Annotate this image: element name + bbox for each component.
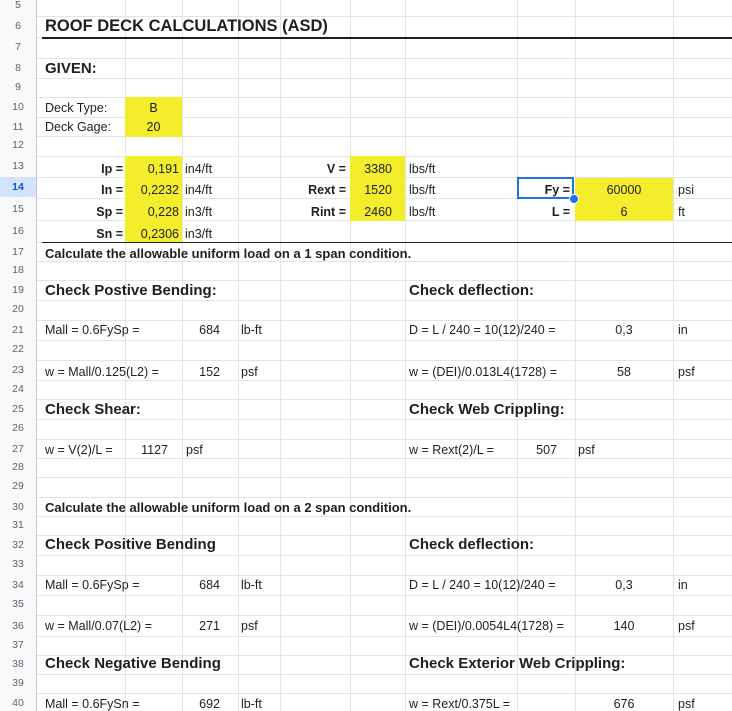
span2-heading: Calculate the allowable uniform load on a 2 span condition.	[45, 500, 412, 515]
s2-d-unit: in	[678, 578, 688, 592]
row-number[interactable]: 22	[12, 343, 24, 355]
span-label: L =	[551, 205, 570, 219]
row-number[interactable]: 36	[12, 620, 24, 632]
row-number[interactable]: 19	[12, 284, 24, 296]
row-gridline	[37, 419, 732, 420]
row-gridline	[37, 340, 732, 341]
row-number[interactable]: 14	[0, 177, 36, 197]
load-value[interactable]: 2460	[364, 205, 392, 219]
row-number[interactable]: 15	[12, 203, 24, 215]
s2-extweb-label: w = Rext/0.375L =	[409, 697, 510, 711]
s1-web-value[interactable]: 507	[536, 443, 557, 457]
s1-shear-label: w = V(2)/L =	[45, 443, 113, 457]
row-number[interactable]: 27	[12, 443, 24, 455]
s1-w-label: w = Mall/0.125(L2) =	[45, 365, 159, 379]
row-number[interactable]: 17	[12, 246, 24, 258]
row-number[interactable]: 31	[12, 519, 24, 531]
row-number[interactable]: 6	[15, 20, 21, 32]
row-number[interactable]: 32	[12, 539, 24, 551]
sheet-title: ROOF DECK CALCULATIONS (ASD)	[45, 17, 328, 35]
prop-label: Sn =	[96, 227, 123, 241]
s1-wd-value[interactable]: 58	[617, 365, 631, 379]
row-number[interactable]: 37	[12, 639, 24, 651]
s2-mall-unit: lb-ft	[241, 578, 262, 592]
row-gridline	[37, 380, 732, 381]
column-gridline	[575, 0, 576, 711]
row-gridline	[37, 615, 732, 616]
s2-d-value[interactable]: 0,3	[615, 578, 633, 592]
column-gridline	[280, 0, 281, 711]
given-heading: GIVEN:	[45, 60, 97, 77]
s1-web-crippling-heading: Check Web Crippling:	[409, 401, 565, 418]
fy-value[interactable]: 60000	[606, 183, 642, 197]
column-gridline	[182, 0, 183, 711]
s2-negative-bending-heading: Check Negative Bending	[45, 655, 221, 672]
prop-label: Sp =	[96, 205, 123, 219]
s1-w-value[interactable]: 152	[199, 365, 220, 379]
s2-negmall-unit: lb-ft	[241, 697, 262, 711]
row-number[interactable]: 21	[12, 324, 24, 336]
column-gridline	[517, 0, 518, 711]
prop-value[interactable]: 0,191	[147, 162, 179, 176]
row-gridline	[37, 78, 732, 79]
s1-deflection-heading: Check deflection:	[409, 282, 535, 299]
row-gridline	[37, 516, 732, 517]
row-number[interactable]: 9	[15, 81, 21, 93]
column-gridline	[405, 0, 406, 711]
row-gridline	[37, 58, 732, 59]
row-number[interactable]: 7	[15, 41, 21, 53]
prop-label: In =	[101, 183, 123, 197]
row-number[interactable]: 20	[12, 303, 24, 315]
load-value[interactable]: 3380	[364, 162, 392, 176]
s1-d-unit: in	[678, 323, 688, 337]
s2-extweb-unit: psf	[678, 697, 695, 711]
row-number[interactable]: 35	[12, 598, 24, 610]
row-gridline	[37, 439, 732, 440]
row-number[interactable]: 11	[12, 121, 24, 133]
deck-gage-label: Deck Gage:	[45, 120, 112, 134]
row-gridline	[37, 399, 732, 400]
s1-shear-unit: psf	[186, 443, 203, 457]
row-number[interactable]: 29	[12, 480, 24, 492]
load-unit: lbs/ft	[409, 205, 436, 219]
s2-mall-label: Mall = 0.6FySp =	[45, 578, 140, 592]
row-gridline	[37, 497, 732, 498]
row-number[interactable]: 13	[12, 160, 24, 172]
row-gridline	[37, 280, 732, 281]
s1-shear-value[interactable]: 1127	[141, 443, 168, 457]
s1-w-unit: psf	[241, 365, 258, 379]
row-number[interactable]: 28	[12, 461, 24, 473]
load-unit: lbs/ft	[409, 162, 436, 176]
row-number[interactable]: 30	[12, 501, 24, 513]
s2-negmall-value[interactable]: 692	[199, 697, 220, 711]
s1-wd-unit: psf	[678, 365, 695, 379]
s2-w-value[interactable]: 271	[199, 619, 220, 633]
row-gridline	[37, 674, 732, 675]
fy-label: Fy =	[544, 183, 570, 197]
s1-wd-label: w = (DEI)/0.013L4(1728) =	[409, 365, 557, 379]
row-number[interactable]: 25	[12, 403, 24, 415]
prop-label: Ip =	[101, 162, 123, 176]
span1-heading: Calculate the allowable uniform load on a 1 span condition.	[45, 246, 412, 261]
s2-deflection-heading: Check deflection:	[409, 536, 535, 553]
s2-ext-web-crippling-heading: Check Exterior Web Crippling:	[409, 655, 626, 672]
row-gridline	[37, 360, 732, 361]
row-gridline	[37, 636, 732, 637]
load-unit: lbs/ft	[409, 183, 436, 197]
row-gridline	[37, 595, 732, 596]
row-number[interactable]: 24	[12, 383, 24, 395]
load-label: Rext =	[308, 183, 346, 197]
fy-unit: psi	[678, 183, 694, 197]
load-value[interactable]: 1520	[364, 183, 392, 197]
s1-mall-value[interactable]: 684	[199, 323, 220, 337]
s1-shear-heading: Check Shear:	[45, 401, 141, 418]
s1-d-label: D = L / 240 = 10(12)/240 =	[409, 323, 556, 337]
row-gridline	[37, 300, 732, 301]
prop-value[interactable]: 0,2232	[140, 183, 179, 197]
s2-d-label: D = L / 240 = 10(12)/240 =	[409, 578, 556, 592]
s1-web-unit: psf	[578, 443, 595, 457]
column-gridline	[350, 0, 351, 711]
prop-value[interactable]: 0,228	[147, 205, 179, 219]
title-underline	[42, 37, 732, 39]
prop-unit: in4/ft	[185, 183, 213, 197]
s2-extweb-value[interactable]: 676	[613, 697, 635, 711]
prop-unit: in3/ft	[185, 205, 213, 219]
s2-w-unit: psf	[241, 619, 258, 633]
prop-value[interactable]: 0,2306	[140, 227, 179, 241]
row-number[interactable]: 40	[12, 697, 24, 709]
s2-w-label: w = Mall/0.07(L2) =	[45, 619, 152, 633]
load-label: V =	[326, 162, 346, 176]
row-number[interactable]: 39	[12, 677, 24, 689]
s1-mall-unit: lb-ft	[241, 323, 262, 337]
row-number[interactable]: 38	[12, 658, 24, 670]
s2-positive-bending-heading: Check Positive Bending	[45, 536, 216, 553]
span-value[interactable]: 6	[620, 205, 628, 219]
s1-positive-bending-heading: Check Postive Bending:	[45, 282, 217, 299]
s1-d-value[interactable]: 0,3	[615, 323, 633, 337]
row-number[interactable]: 26	[12, 422, 24, 434]
deck-type-label: Deck Type:	[45, 101, 108, 115]
row-number[interactable]: 18	[12, 264, 24, 276]
row-number[interactable]: 8	[15, 62, 21, 74]
s1-mall-label: Mall = 0.6FySp =	[45, 323, 140, 337]
deck-type-value[interactable]: B	[149, 101, 158, 115]
s2-wd-value[interactable]: 140	[613, 619, 635, 633]
s2-wd-unit: psf	[678, 619, 695, 633]
row-gridline	[37, 693, 732, 694]
row-number[interactable]: 33	[12, 558, 24, 570]
column-gridline	[238, 0, 239, 711]
row-number[interactable]: 10	[12, 101, 24, 113]
row-number[interactable]: 23	[12, 364, 24, 376]
s2-wd-label: w = (DEI)/0.0054L4(1728) =	[409, 619, 564, 633]
prop-unit: in3/ft	[185, 227, 213, 241]
row-gridline	[37, 477, 732, 478]
s2-mall-value[interactable]: 684	[199, 578, 220, 592]
row-number[interactable]: 34	[12, 579, 24, 591]
prop-unit: in4/ft	[185, 162, 213, 176]
row-gridline	[37, 261, 732, 262]
given-bottom-border	[42, 242, 732, 243]
deck-gage-value[interactable]: 20	[146, 120, 161, 134]
s1-web-label: w = Rext(2)/L =	[409, 443, 494, 457]
row-number[interactable]: 5	[15, 0, 21, 11]
row-gridline	[37, 320, 732, 321]
row-number[interactable]: 12	[12, 139, 24, 151]
row-number[interactable]: 16	[12, 225, 24, 237]
row-gridline	[37, 555, 732, 556]
row-gridline	[37, 458, 732, 459]
row-gridline	[37, 575, 732, 576]
span-unit: ft	[678, 205, 685, 219]
column-gridline	[673, 0, 674, 711]
load-label: Rint =	[310, 205, 346, 219]
s2-negmall-label: Mall = 0.6FySn =	[45, 697, 140, 711]
